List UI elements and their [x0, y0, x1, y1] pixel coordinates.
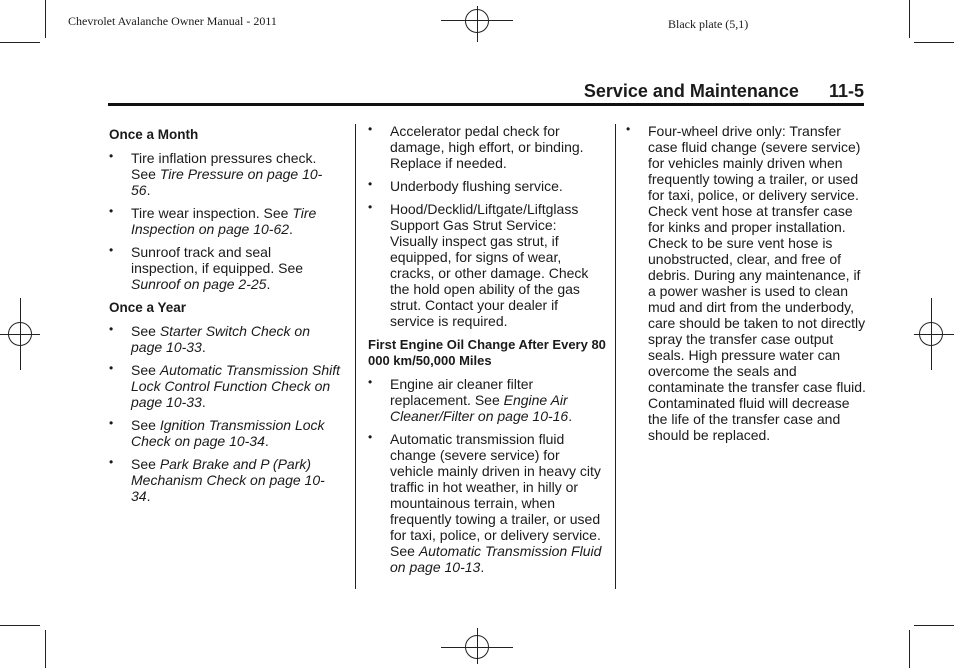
list-item: • Engine air cleaner filter replacement. See Engine Air Cleaner/Filter on page 10-16.: [368, 376, 606, 424]
crop-mark: [45, 630, 46, 668]
list-item: • Four-wheel drive only: Transfer case fluid change (severe service) for vehicles mainly driven when frequently towing a trailer, or used for taxi, police, or delivery service. Check vent hose at transfer case for kinks and proper installation. Check to be sure vent hose is unobstructed, clear, and free of debris. During any maintenance, if a power washer is used to clean mud and dirt from the underbody, care should be taken to not directly spray the transfer case output seals. High pressure water can overcome the seals and contaminate the transfer case fluid. Contaminated fluid will decrease the life of the transfer case and should be replaced.: [626, 123, 866, 443]
subheading-once-a-month: Once a Month: [109, 127, 199, 142]
list-item: • Hood/Decklid/Liftgate/Liftglass Support Gas Strut Service: Visually inspect gas strut, if equipped, for signs of wear, cracks, or other damage. Check the hold open ability of the gas strut. Contact your dealer if service is required.: [368, 201, 606, 329]
crop-mark: [0, 42, 40, 43]
subheading-once-a-year: Once a Year: [109, 300, 187, 315]
list-item: • See Automatic Transmission Shift Lock Control Function Check on page 10-33.: [109, 362, 341, 410]
crop-mark: [914, 42, 954, 43]
yearly-list-continued: [368, 123, 606, 329]
list-item: • See Park Brake and P (Park) Mechanism Check on page 10-34.: [109, 456, 341, 504]
yearly-list: [109, 323, 341, 504]
column-divider: [355, 124, 356, 589]
list-item: • See Ignition Transmission Lock Check on page 10-34.: [109, 417, 341, 449]
list-item: • Automatic transmission fluid change (severe service) for vehicle mainly driven in heavy city traffic in hot weather, in hilly or mountainous terrain, when frequently towing a trailer, or used for taxi, police, or delivery service. See Automatic Transmission Fluid on page 10-13.: [368, 431, 606, 575]
list-item: • Tire wear inspection. See Tire Inspection on page 10-62.: [109, 205, 341, 237]
heading-rule: [108, 103, 864, 106]
list-item: • Underbody flushing service.: [368, 178, 606, 194]
list-item: • Tire inflation pressures check. See Tire Pressure on page 10-56.: [109, 150, 341, 198]
manual-title: Chevrolet Avalanche Owner Manual - 2011: [68, 14, 277, 28]
column-3: [626, 123, 866, 451]
crop-mark: [909, 630, 910, 668]
column-2: [368, 123, 606, 583]
crop-mark: [909, 0, 910, 38]
column-divider: [615, 124, 616, 589]
crop-mark: [0, 625, 40, 626]
page-number: 11-5: [828, 81, 864, 101]
list-item: • Sunroof track and seal inspection, if equipped. See Sunroof on page 2-25.: [109, 244, 341, 292]
crop-mark: [45, 0, 46, 38]
list-item: • See Starter Switch Check on page 10-33.: [109, 323, 341, 355]
section-title: Service and Maintenance: [583, 81, 799, 101]
column-1: [109, 123, 341, 512]
list-item: • Accelerator pedal check for damage, high effort, or binding. Replace if needed.: [368, 123, 606, 171]
oil-change-list: [368, 376, 606, 575]
monthly-list: [109, 150, 341, 292]
section-heading: [584, 81, 864, 102]
subheading-oil-change: First Engine Oil Change After Every 80 000 km/50,000 Miles: [368, 337, 606, 368]
crop-mark: [914, 625, 954, 626]
oil-change-list-continued: [626, 123, 866, 443]
plate-label: Black plate (5,1): [668, 17, 749, 31]
